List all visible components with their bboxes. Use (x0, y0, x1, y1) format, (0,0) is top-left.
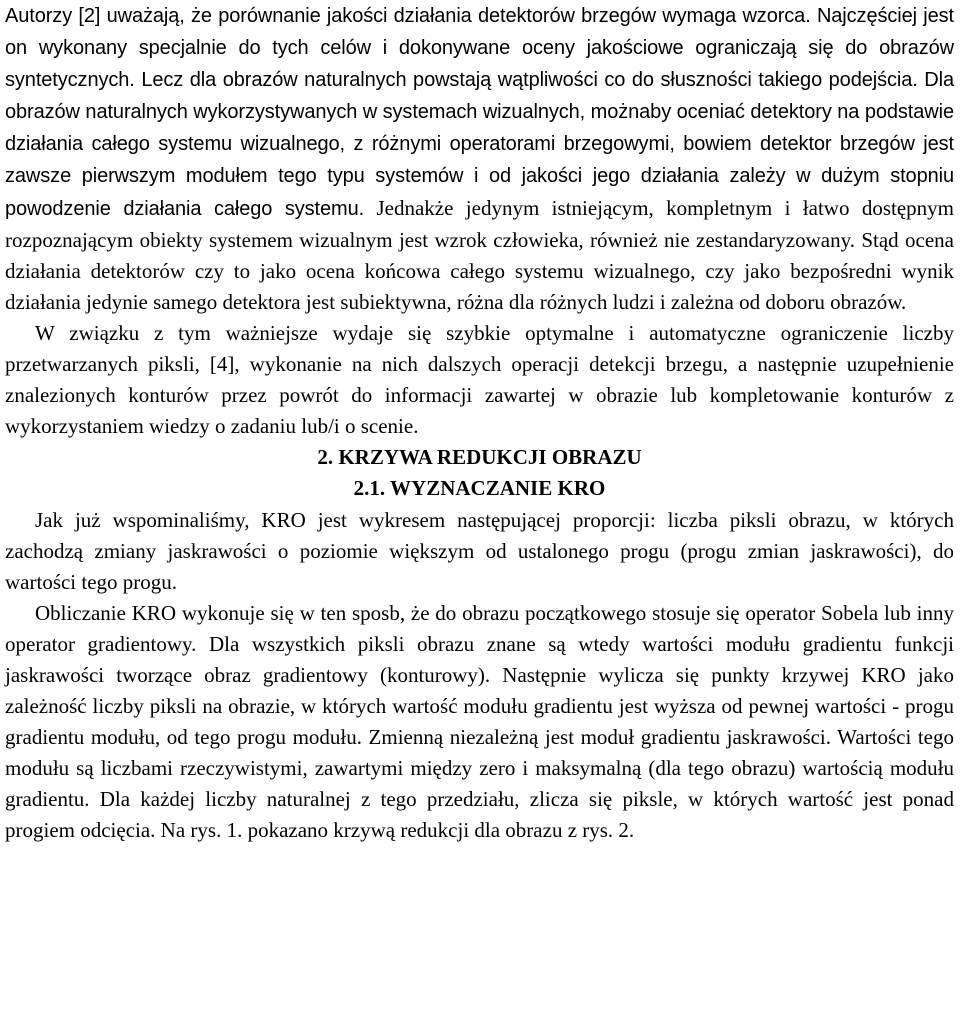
section-heading: 2. KRZYWA REDUKCJI OBRAZU (317, 445, 642, 470)
paragraph-segment: Obliczanie KRO wykonuje się w ten sposb, że do obrazu początkowego stosuje się operator Sobela lub inny operator gradientowy. Dla wszystkich piksli obrazu znane są wtedy wartości modułu gradientu funkcji jaskrawości tworzące obraz gradientowy (konturowy). Następnie wylicza się punkty krzywej KRO jako zależność liczby piksli na obrazie, w których wartość modułu gradientu jest wyższa od pewnej wartości - progu gradientu modułu, od tego progu modułu. Zmienną niezależną jest moduł gradientu jaskrawości. Wartości tego modułu są liczbami rzeczywistymi, zawartymi między zero i maksymalną (dla tego obrazu) wartością modułu gradientu. Dla każdej liczby naturalnej z tego przedziału, zlicza się piksle, w których wartość jest ponad progiem odcięcia. Na rys. 1. pokazano krzywą redukcji dla obrazu z rys. 2. (5, 600, 954, 843)
paragraph-segment: Jednakże jedynym istniejącym, kompletnym i łatwo dostępnym rozpoznającym obiekty systemem wizualnym jest wzrok człowieka, również nie zestandaryzowany. Stąd ocena działania detektorów czy to jako ocena końcowa całego systemu wizualnego, czy jako bezpośredni wynik działania jedynie samego detektora jest subiektywna, różna dla różnych ludzi i zależna od doboru obrazów. (5, 195, 954, 314)
paragraph-segment: Jak już wspominaliśmy, KRO jest wykresem następującej proporcji: liczba piksli obrazu, w których zachodzą zmiany jaskrawości o poziomie większym od ustalonego progu (progu zmian jaskrawości), do wartości tego progu. (5, 507, 954, 594)
paragraph-evaluation (5, 0, 954, 318)
paragraph-kro-computation (5, 598, 954, 847)
paragraph-kro-definition (5, 505, 954, 598)
paragraph-segment: W związku z tym ważniejsze wydaje się szybkie optymalne i automatyczne ograniczenie liczby przetwarzanych piksli, [4], wykonanie na nich dalszych operacji detekcji brzegu, a następnie uzupełnienie znalezionych konturów przez powrót do informacji zawartej w obrazie lub kompletowanie konturów z wykorzystaniem wiedzy o zadaniu lub/i o scenie. (5, 320, 954, 439)
paragraph-segment: Autorzy [2] uważają, że porównanie jakości działania detektorów brzegów wymaga wzorca. Najczęściej jest on wykonany specjalnie do tych celów i dokonywane oceny jakościowe ograniczają się do obrazów syntetycznych. Lecz dla obrazów naturalnych powstają wątpliwości co do słuszności takiego podejścia. Dla obrazów naturalnych wykorzystywanych w systemach wizualnych, możnaby oceniać detektory na podstawie działania całego systemu wizualnego, z różnymi operatorami brzegowymi, bowiem detektor brzegów jest zawsze pierwszym modułem tego typu systemów i od jakości jego działania zależy w dużym stopniu powodzenie działania całego systemu. (5, 5, 954, 220)
paragraph-automatic-reduction (5, 318, 954, 442)
subsection-heading: 2.1. WYZNACZANIE KRO (353, 476, 606, 501)
